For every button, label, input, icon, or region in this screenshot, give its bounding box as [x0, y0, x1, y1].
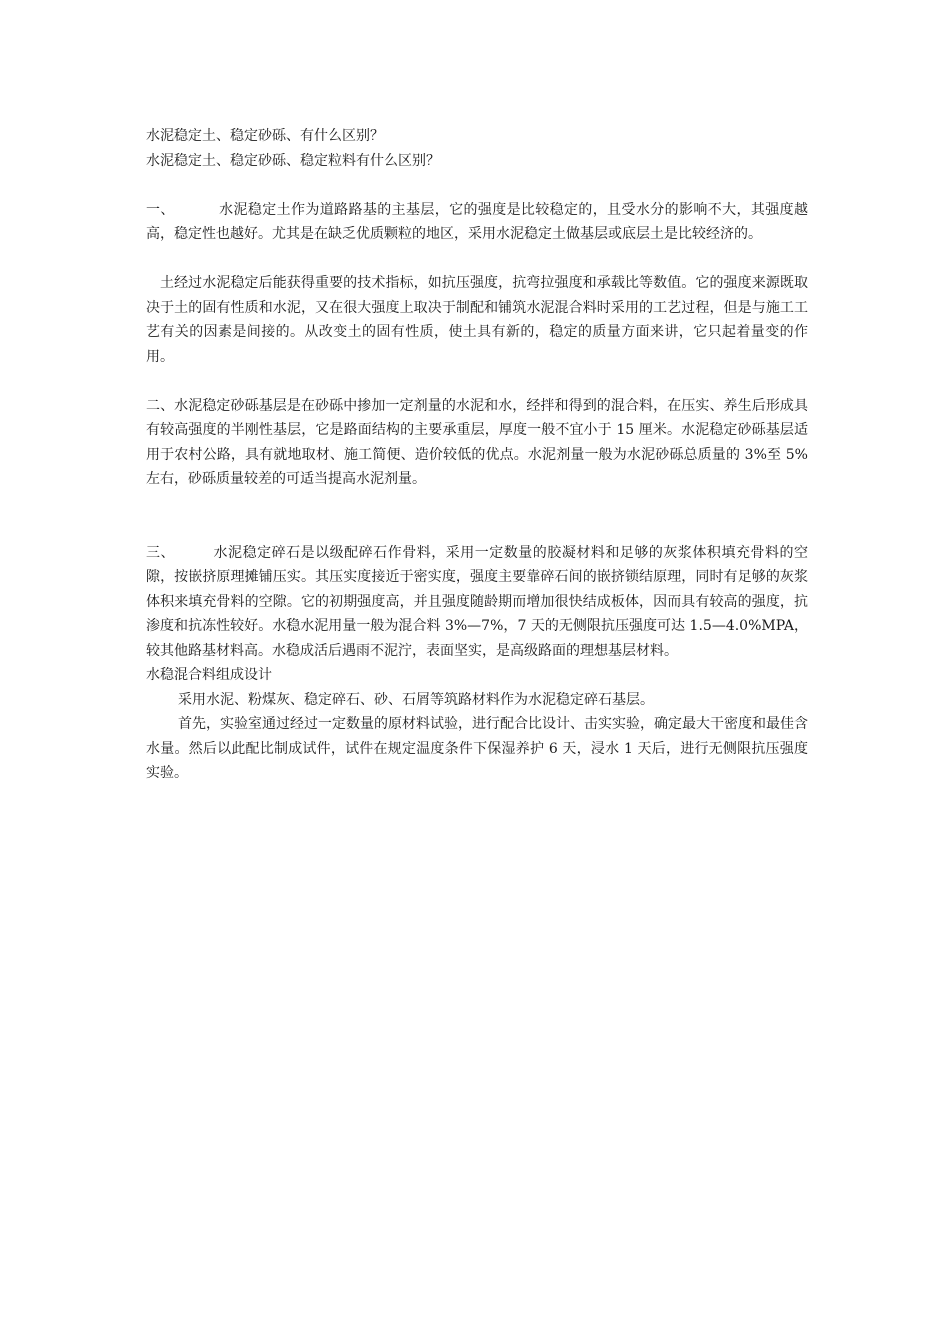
blank-line — [146, 247, 808, 272]
paragraph-lab-procedure: 首先，实验室通过经过一定数量的原材料试验，进行配合比设计、击实实验，确定最大干密度和最佳含水量。然后以此配比制成试件，试件在规定温度条件下保湿养护 6 天，浸水 1 天后，进行无侧限抗压强度实验。 — [146, 716, 808, 781]
blank-line — [146, 369, 808, 394]
section-2-paragraph: 二、水泥稳定砂砾基层是在砂砾中掺加一定剂量的水泥和水，经拌和得到的混合料，在压实、养生后形成具有较高强度的半刚性基层，它是路面结构的主要承重层，厚度一般不宜小于 15 厘米。水泥稳定砂砾基层适用于农村公路，具有就地取材、施工简便、造价较低的优点。水泥剂量一般为水泥砂砾总质量的 3%至 5%左右，砂砾质量较差的可适当提高水泥剂量。 — [146, 397, 808, 487]
blank-line — [146, 173, 808, 198]
section-1-paragraph — [146, 198, 808, 247]
document-title-line-2: 水泥稳定土、稳定砂砾、稳定粒料有什么区别？ — [146, 152, 440, 169]
section-1-text: 水泥稳定土作为道路路基的主基层，它的强度是比较稳定的，且受水分的影响不大，其强度越高，稳定性也越好。尤其是在缺乏优质颗粒的地区，采用水泥稳定土做基层或底层土是比较经济的。 — [146, 201, 809, 242]
paragraph-materials: 采用水泥、粉煤灰、稳定碎石、砂、石屑等筑路材料作为水泥稳定碎石基层。 — [178, 691, 654, 708]
subheading-mix-design: 水稳混合料组成设计 — [146, 667, 272, 683]
paragraph-soil-stabilization: 土经过水泥稳定后能获得重要的技术指标，如抗压强度，抗弯拉强度和承载比等数值。它的强度来源既取决于土的固有性质和水泥，又在很大强度上取决于制配和铺筑水泥混合料时采用的工艺过程，但是与施工工艺有关的因素是间接的。从改变土的固有性质，使土具有新的，稳定的质量方面来讲，它只起着量变的作用。 — [146, 275, 808, 365]
section-3-marker: 三、 — [146, 544, 176, 561]
document-title-line-1: 水泥稳定土、稳定砂砾、有什么区别？ — [146, 128, 384, 144]
document-page — [146, 124, 808, 786]
section-3-text: 水泥稳定碎石是以级配碎石作骨料，采用一定数量的胶凝材料和足够的灰浆体积填充骨料的空隙，按嵌挤原理摊铺压实。其压实度接近于密实度，强度主要靠碎石间的嵌挤锁结原理，同时有足够的灰浆体积来填充骨料的空隙。它的初期强度高，并且强度随龄期而增加很快结成板体，因而具有较高的强度，抗渗度和抗冻性较好。水稳水泥用量一般为混合料 3%—7%，7 天的无侧限抗压强度可达 1.5—4.0%MPA，较其他路基材料高。水稳成活后遇雨不泥泞，表面坚实，是高级路面的理想基层材料。 — [146, 544, 809, 659]
section-1-marker: 一、 — [146, 201, 175, 218]
section-3-paragraph — [146, 541, 808, 664]
blank-line — [146, 492, 808, 541]
